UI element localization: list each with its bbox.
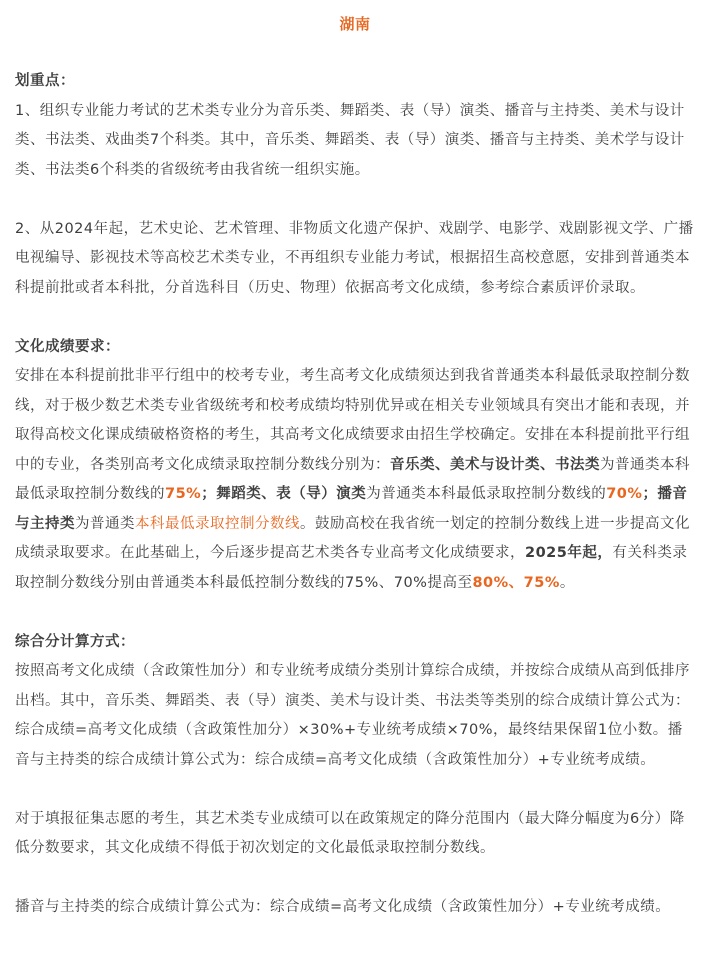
culture-highlight-line: 本科最低录取控制分数线 <box>135 515 300 532</box>
culture-year-2025: 2025年起， <box>525 545 613 561</box>
culture-percent-70: 70% <box>606 486 643 502</box>
composite-paragraph-1: 按照高考文化成绩（含政策性加分）和专业统考成绩分类别计算综合成绩，并按综合成绩从高到低排序出档。其中，音乐类、舞蹈类、表（导）演类、美术与设计类、书法类等类别的综合成绩计算公式为：综合成绩=高考文化成绩（含政策性加分）×30%+专业统考成绩×70%，最终结果保留1位小数。播音与主持类的综合成绩计算公式为：综合成绩=高考文化成绩（含政策性加分）+专业统考成绩。 <box>15 663 690 768</box>
highlight-point-1: 1、组织专业能力考试的艺术类专业分为音乐类、舞蹈类、表（导）演类、播音与主持类、美术与设计类、书法类、戏曲类7个科类。其中，音乐类、舞蹈类、表（导）演类、播音与主持类、美术学与设计类、书法类6个科类的省级统考由我省统一组织实施。 <box>15 102 685 178</box>
spacer <box>15 598 695 628</box>
highlight-point-2: 2、从2024年起，艺术史论、艺术管理、非物质文化遗产保护、戏剧学、电影学、戏剧影视文学、广播电视编导、影视技术等高校艺术类专业，不再组织专业能力考试，根据招生高校意愿，安排到普通类本科提前批或者本科批，分首选科目（历史、物理）依据高考文化成绩，参考综合素质评价录取。 <box>15 220 694 296</box>
article <box>15 0 695 923</box>
spacer <box>15 39 695 67</box>
spacer <box>15 185 695 215</box>
spacer <box>15 775 695 805</box>
spacer <box>15 864 695 894</box>
culture-percent-new: 80%、75% <box>472 574 560 591</box>
culture-categories-group-2: ；舞蹈类、表（导）演类 <box>201 486 367 502</box>
culture-text: 。 <box>559 574 575 591</box>
culture-text: 为普通类本科最低录取控制分数线的 <box>366 486 607 502</box>
culture-paragraph <box>15 362 695 598</box>
culture-heading: 文化成绩要求： <box>15 338 120 355</box>
culture-text: 安排在本科提前批非平行组中的校考专业，考生高考文化成绩须达到我省普通类本科最低录取控制分数线，对于极少数艺术类专业省级统考和校考成绩均特别优异或在相关专业领域具有突出才能和表现，并取得高校文化课成绩破格资格的考生，其高考文化成绩要求由招生学校确定。安排在本科提前批平行组中的专业，各类别高考文化成绩录取控制分数线分别为： <box>15 368 690 473</box>
page-title: 湖南 <box>339 15 371 33</box>
highlights-heading: 划重点： <box>15 73 75 89</box>
culture-text: 为普通类 <box>75 515 135 532</box>
culture-categories-group-1: 音乐类、美术与设计类、书法类 <box>390 456 600 473</box>
composite-paragraph-2: 对于填报征集志愿的考生，其艺术类专业成绩可以在政策规定的降分范围内（最大降分幅度为6分）降低分数要求，其文化成绩不得低于初次划定的文化最低录取控制分数线。 <box>15 810 685 856</box>
spacer <box>15 303 695 333</box>
culture-text: 。鼓励高校在我省统一划定的控制分数线上进一步提高文化成绩录取要求。在此基础上，今后逐步提高艺术类各专业高考文化成绩要求， <box>15 515 690 561</box>
culture-categories-group-3: ；播音与主持类 <box>15 486 688 532</box>
culture-percent-75: 75% <box>165 486 202 502</box>
culture-text: 为普通类本科最低录取控制分数线的 <box>15 456 690 502</box>
composite-paragraph-3: 播音与主持类的综合成绩计算公式为：综合成绩=高考文化成绩（含政策性加分）+专业统考成绩。 <box>15 899 671 915</box>
composite-heading: 综合分计算方式： <box>15 633 135 650</box>
culture-text: 有关科类录取控制分数线分别由普通类本科最低控制分数线的75%、70%提高至 <box>15 545 688 591</box>
